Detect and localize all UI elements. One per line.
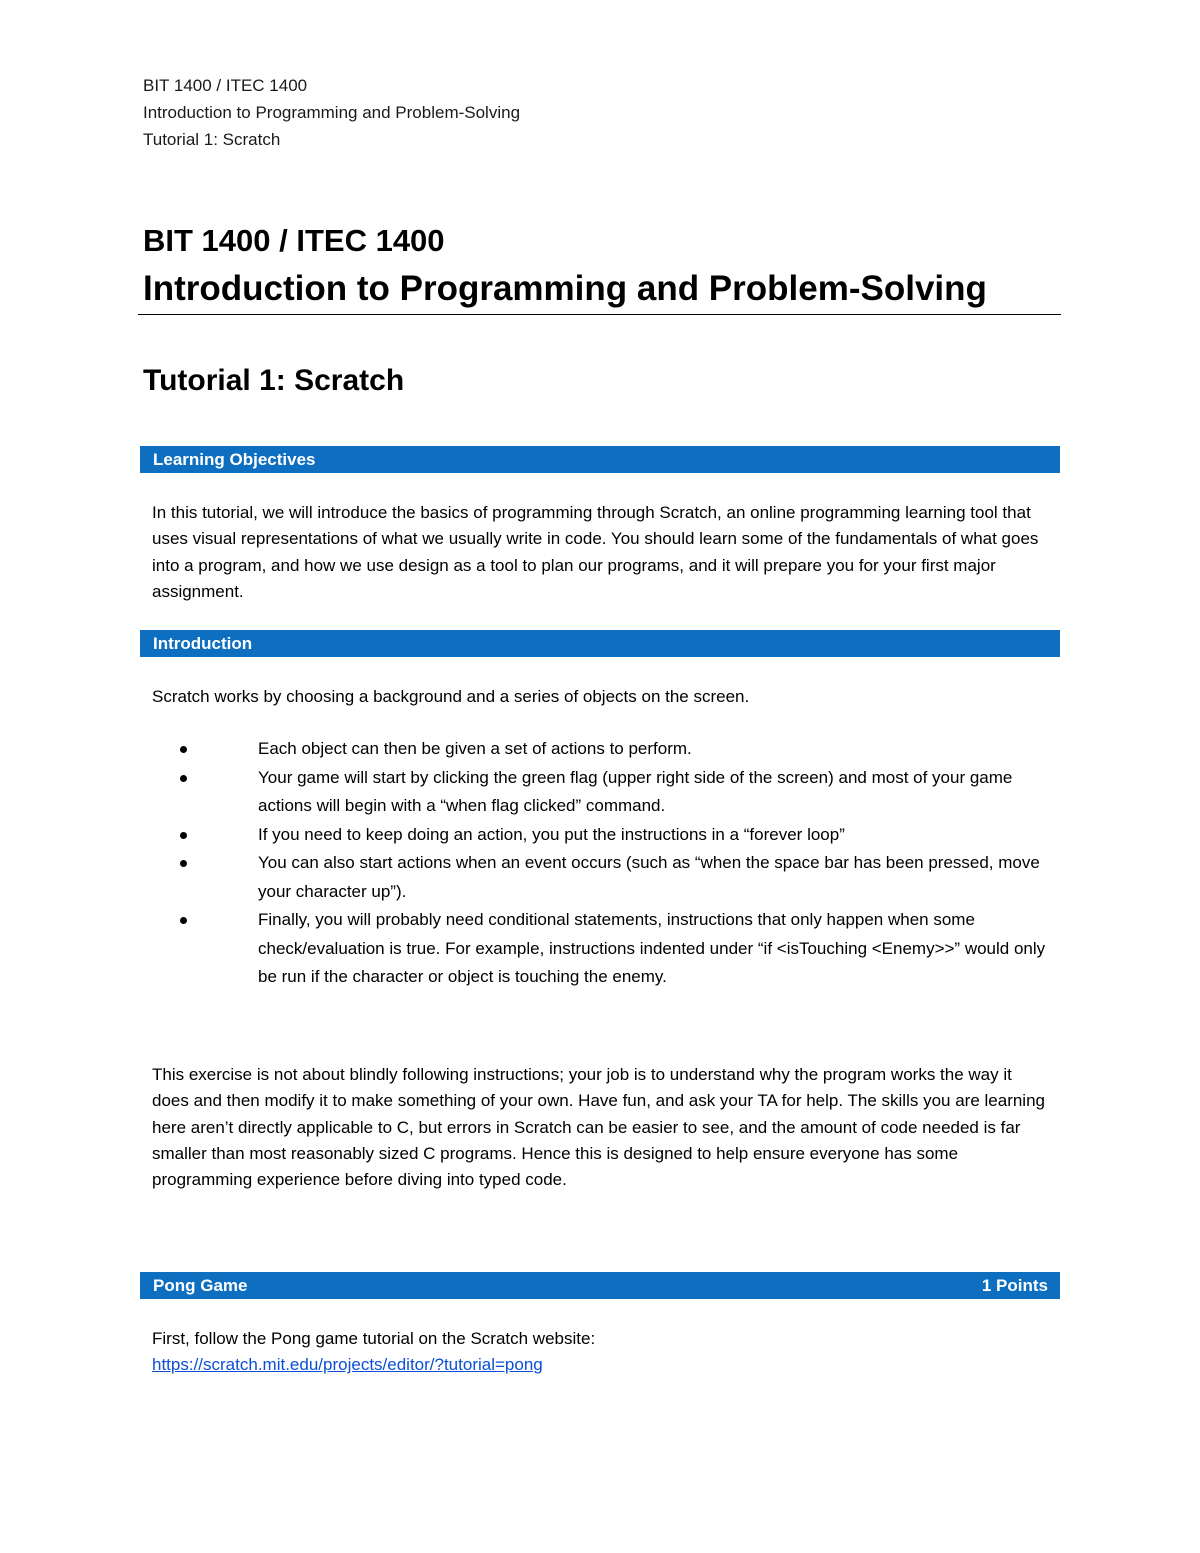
introduction-lead: Scratch works by choosing a background and a series of objects on the screen. — [152, 687, 750, 706]
tutorial-title: Tutorial 1: Scratch — [143, 364, 405, 397]
list-item-text: If you need to keep doing an action, you put the instructions in a “forever loop” — [258, 824, 845, 844]
title-divider — [138, 314, 1061, 315]
bullet-icon — [180, 860, 187, 867]
running-header — [143, 72, 520, 153]
list-item-text: Finally, you will probably need conditional statements, instructions that only happen when some check/evaluation is true. For example, instructions indented under “if <isTouching <Enemy>>” would only be run if the character or object is touching the enemy. — [258, 910, 1046, 986]
list-item — [152, 735, 1052, 764]
course-code-heading: BIT 1400 / ITEC 1400 — [143, 223, 445, 258]
bullet-icon — [180, 775, 187, 782]
section-points: 1 Points — [981, 1276, 1048, 1295]
list-item-text: Your game will start by clicking the green flag (upper right side of the screen) and most of your game actions will begin with a “when flag clicked” command. — [258, 767, 1013, 815]
bullet-icon — [180, 917, 187, 924]
section-heading: Learning Objectives — [153, 450, 316, 469]
pong-instructions — [152, 1326, 1052, 1379]
introduction-bullet-list — [152, 735, 1052, 992]
course-title-heading: Introduction to Programming and Problem-Solving — [143, 269, 987, 308]
list-item — [152, 849, 1052, 906]
list-item — [152, 906, 1052, 992]
header-course-name: Introduction to Programming and Problem-Solving — [143, 103, 521, 122]
introduction-closing-paragraph: This exercise is not about blindly following instructions; your job is to understand why the program works the way it does and then modify it to make something of your own. Have fun, and ask your TA for help. The skills you are learning here aren’t directly applicable to C, but errors in Scratch can be easier to see, and the amount of code needed is far smaller than most reasonably sized C programs. Hence this is designed to help ensure everyone has some programming experience before diving into typed code. — [152, 1065, 1045, 1190]
section-heading: Introduction — [153, 634, 253, 653]
section-bar-pong-game — [140, 1272, 1060, 1299]
list-item-text: You can also start actions when an event occurs (such as “when the space bar has been pressed, move your character up”). — [258, 853, 1040, 901]
list-item-text: Each object can then be given a set of actions to perform. — [258, 739, 692, 758]
section-bar-learning-objectives — [140, 446, 1060, 473]
header-course-code: BIT 1400 / ITEC 1400 — [143, 76, 308, 95]
bullet-icon — [180, 746, 187, 753]
list-item — [152, 764, 1052, 821]
bullet-icon — [180, 832, 187, 839]
objectives-paragraph: In this tutorial, we will introduce the basics of programming through Scratch, an online programming learning tool that uses visual representations of what we usually write in code. You should learn some of the fundamentals of what goes into a program, and how we use design as a tool to plan our programs, and it will prepare you for your first major assignment. — [152, 503, 1039, 601]
header-tutorial: Tutorial 1: Scratch — [143, 130, 281, 149]
section-bar-introduction — [140, 630, 1060, 657]
pong-instruction-text: First, follow the Pong game tutorial on the Scratch website: — [152, 1329, 596, 1348]
pong-tutorial-link[interactable]: https://scratch.mit.edu/projects/editor/?tutorial=pong — [152, 1355, 543, 1375]
list-item — [152, 821, 1052, 850]
section-heading: Pong Game — [153, 1276, 248, 1295]
